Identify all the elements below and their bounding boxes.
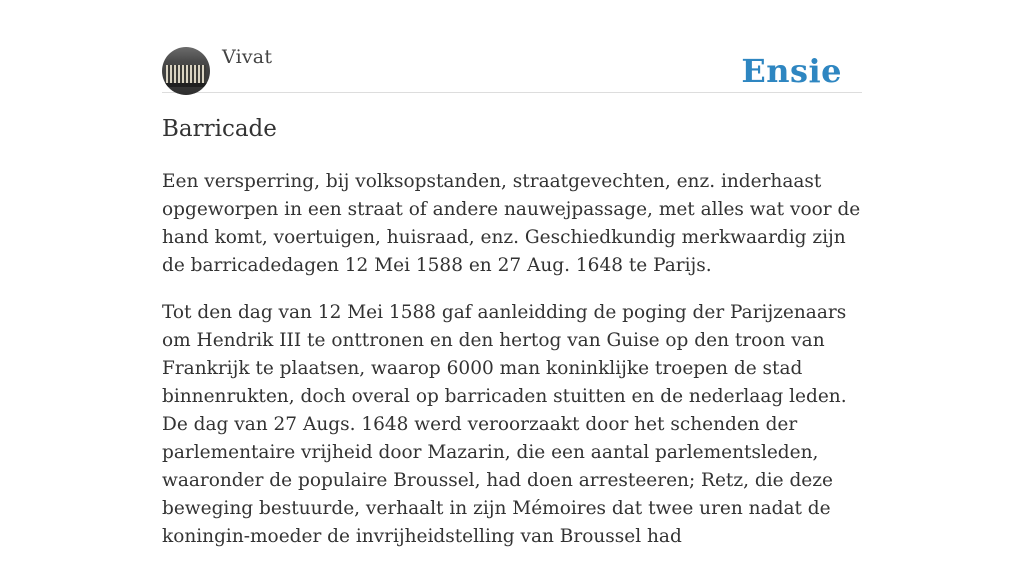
article-title: Barricade [162,116,277,142]
paragraph-2: Tot den dag van 12 Mei 1588 gaf aanleidding de poging der Parijzenaars om Hendrik III te onttronen en den hertog van Guise op den troon van Frankrijk te plaatsen, waarop 6000 man koninklijke troepen de stad binnenrukten, doch overal op barricaden stuitten en de nederlaag leden. De dag van 27 Augs. 1648 werd veroorzaakt door het schenden der parlementaire vrijheid door Mazarin, die een aantal parlementsleden, waaronder de populaire Broussel, had doen arresteeren; Retz, die deze beweging bestuurde, verhaalt in zijn Mémoires dat twee uren nadat de koningin-moeder de invrijheidstelling van Broussel had [162,302,847,547]
author-name[interactable]: Vivat [222,46,273,68]
paragraph-1: Een versperring, bij volksopstanden, straatgevechten, enz. inderhaast opgeworpen in een straat of andere nauwejpassage, met alles wat voor de hand komt, voertuigen, huisraad, enz. Geschiedkundig merkwaardig zijn de barricadedagen 12 Mei 1588 en 27 Aug. 1648 te Parijs. [162,171,861,276]
bookshelf-image [166,65,206,83]
header [162,46,862,93]
ensie-logo[interactable]: Ensie [741,52,842,90]
article-body [162,168,862,570]
author-avatar[interactable] [162,47,210,95]
